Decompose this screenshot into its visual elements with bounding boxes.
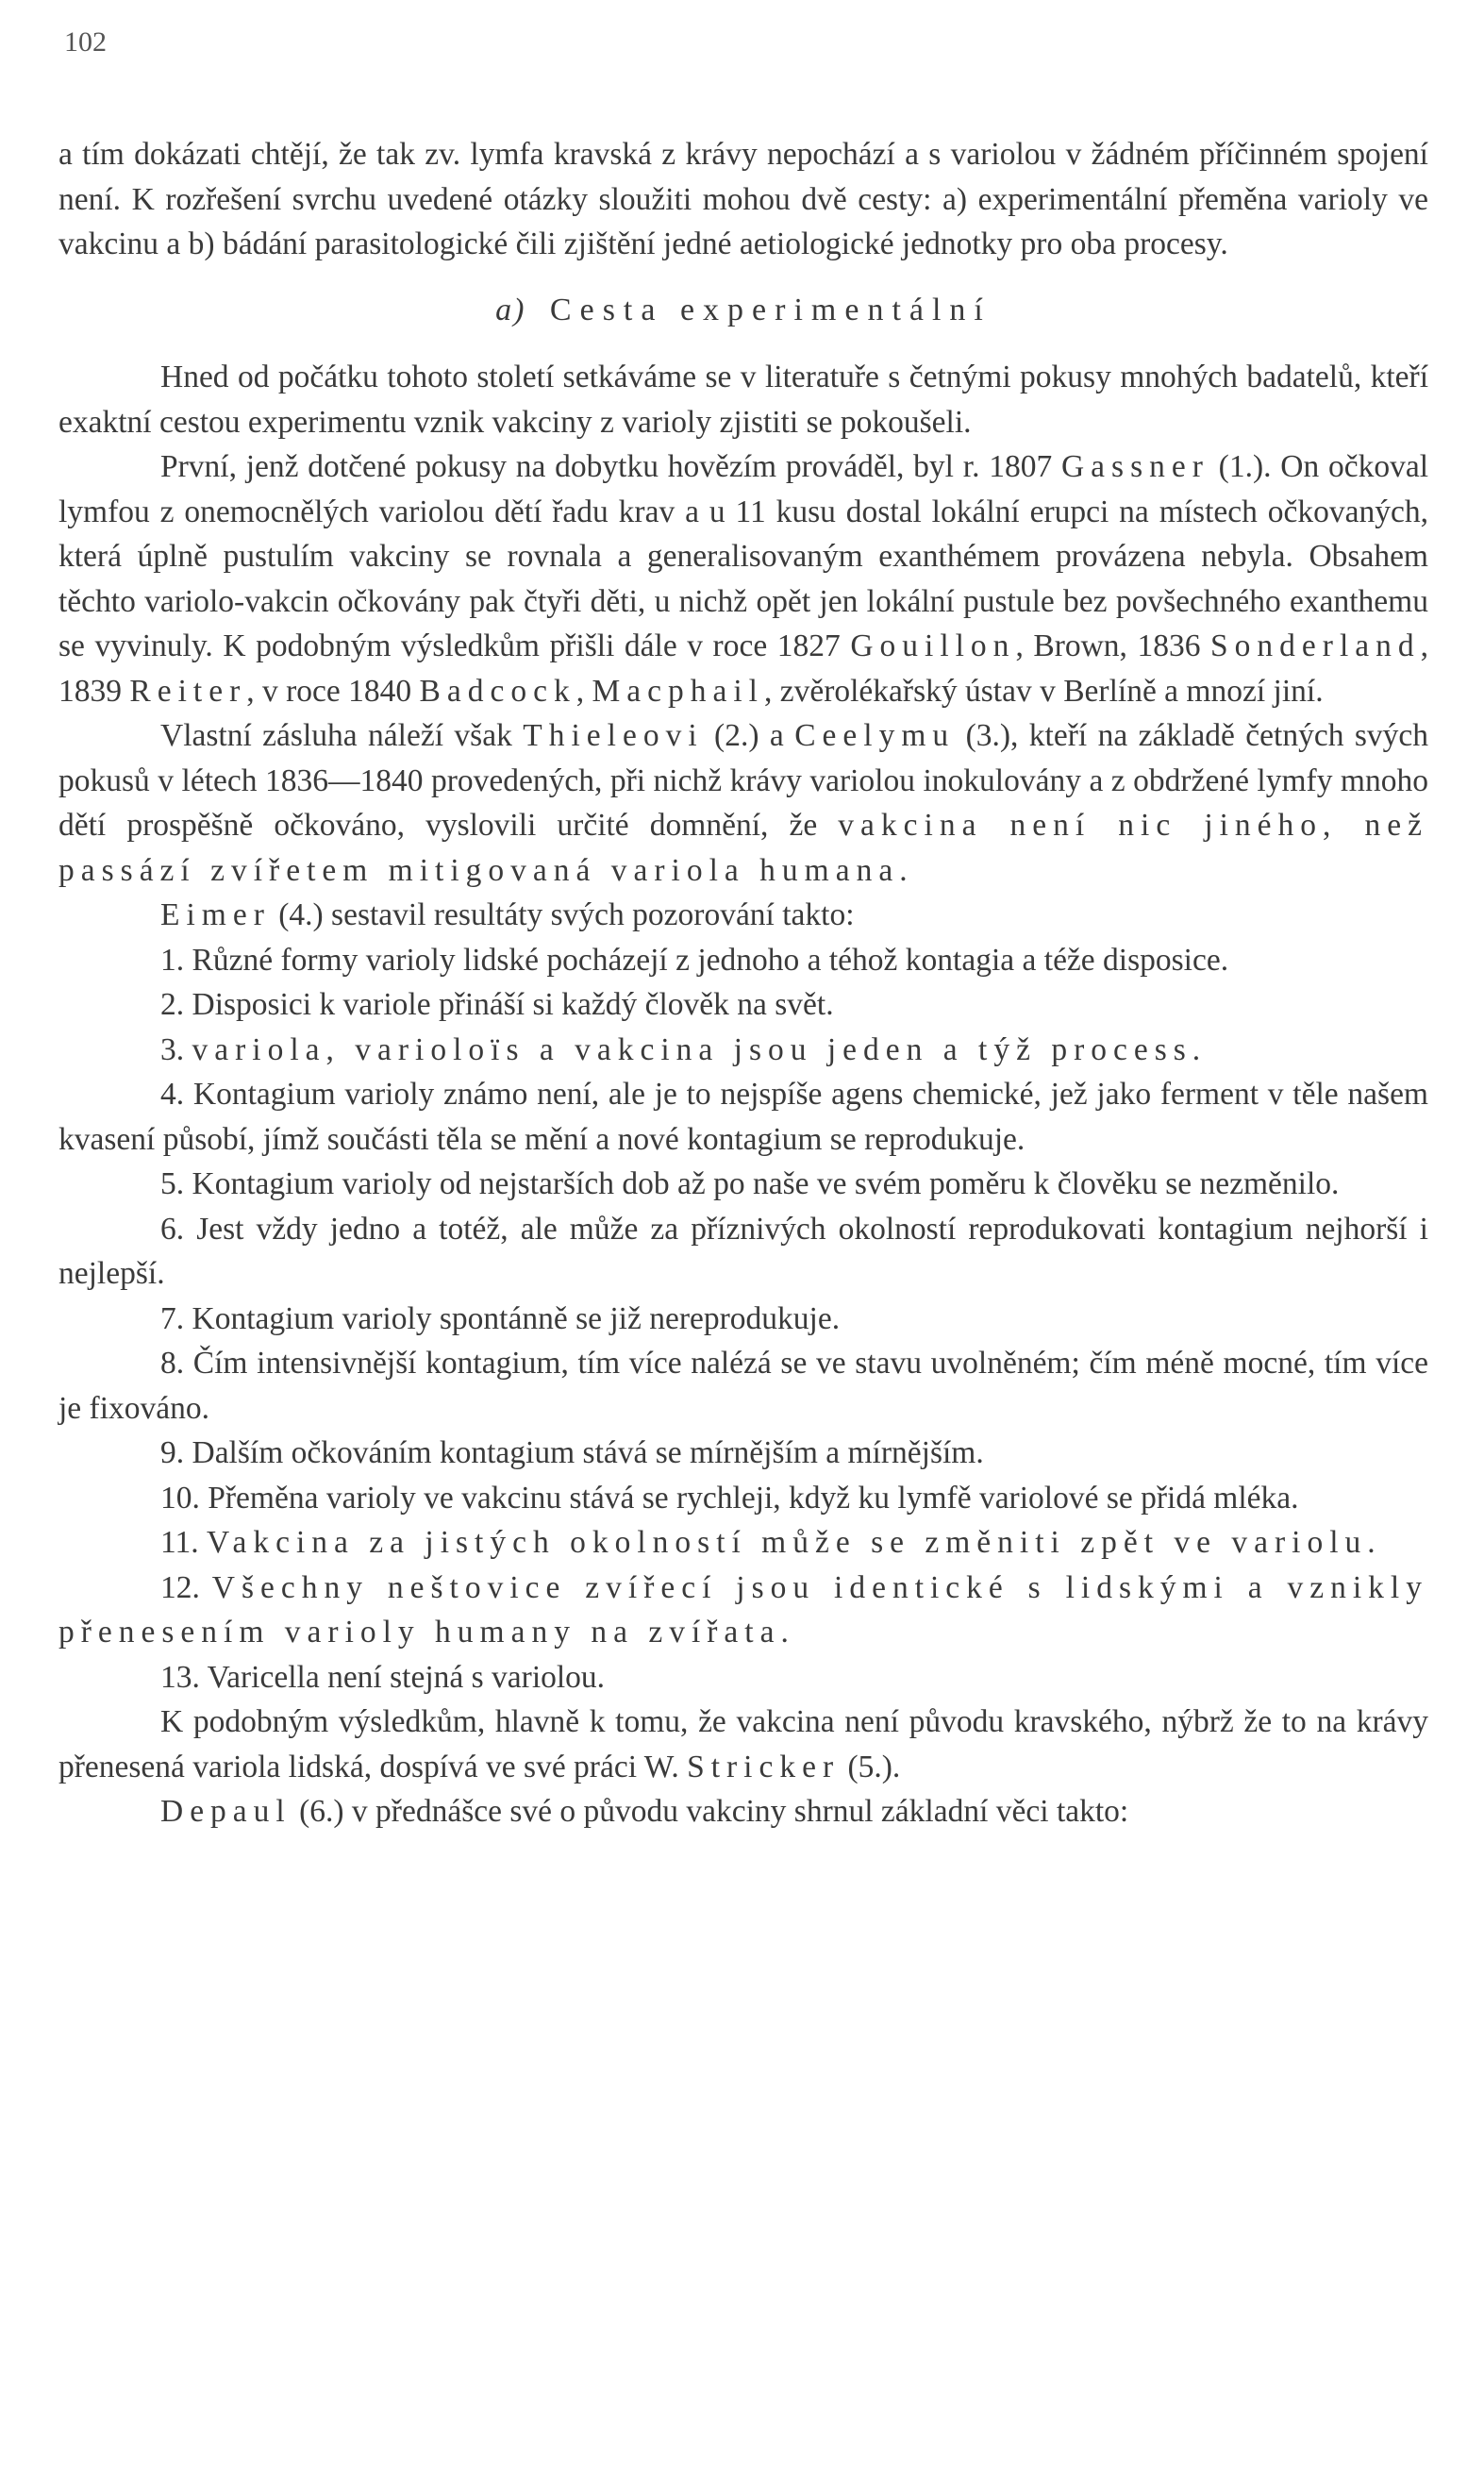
author-name: Gouillon [850, 628, 1016, 663]
page-number: 102 [64, 26, 107, 58]
section-heading [58, 288, 1428, 333]
list-item: 11. Vakcina za jistých okolností může se změniti zpět ve variolu. [160, 1525, 1382, 1560]
list-item: 13. Varicella není stejná s variolou. [160, 1659, 606, 1695]
list-item: 1. Různé formy varioly lidské pocházejí z jednoho a téhož kontagia a téže disposice. [160, 942, 1229, 978]
list-item: 10. Přeměna varioly ve vakcinu stává se rychleji, když ku lymfě variolové se přidá mléka. [160, 1480, 1299, 1516]
intro-paragraph: a tím dokázati chtějí, že tak zv. lymfa kravská z krávy nepochází a s variolou v žádném příčinném spojení není. K rozřešení svrchu uvedené otázky sloužiti mohou dvě cesty: a) experimentální přeměna varioly ve vakcinu a b) bádání parasitologické čili zjištění jedné aetiologické jednotky pro oba procesy. [58, 137, 1428, 261]
section-heading-title: Cesta experimentální [549, 292, 992, 327]
paragraph-depaul: Depaul (6.) v přednášce své o původu vakciny shrnul základní věci takto: [160, 1794, 1129, 1829]
list-item: 5. Kontagium varioly od nejstarších dob až po naše ve svém poměru k člověku se nezměnilo. [160, 1166, 1340, 1201]
section-heading-letter: a) [495, 292, 526, 327]
list-item: 2. Disposici k variole přináší si každý člověk na svět. [160, 987, 834, 1022]
page-body [58, 132, 1428, 1834]
paragraph-stricker: K podobným výsledkům, hlavně k tomu, že vakcina není původu kravského, nýbrž že to na krávy přenesená variola lidská, dospívá ve své práci W. Stricker (5.). [58, 1704, 1428, 1784]
list-item: 12. Všechny neštovice zvířecí jsou identické s lidskými a vznikly přenesením varioly humany na zvířata. [58, 1569, 1428, 1650]
list-item: 3. variola, varioloïs a vakcina jsou jeden a týž process. [160, 1031, 1208, 1067]
paragraph-thiele-ceely: Vlastní zásluha náleží však Thieleovi (2.) a Ceelymu (3.), kteří na základě četných svých pokusů v létech 1836—1840 provedených, při nichž krávy variolou inokulovány a z obdržené lymfy mnoho dětí prospěšně očkováno, vyslovili určité domnění, že vakcina není nic jiného, než passází zvířetem mitigovaná variola humana. [58, 718, 1429, 888]
paragraph-eimer: Eimer (4.) sestavil resultáty svých pozorování takto: [160, 897, 855, 932]
emphasized-conclusion: vakcina není nic jiného, než passází zvířetem mitigovaná variola humana. [58, 808, 1429, 888]
author-name: Ceelymu [794, 718, 956, 753]
paragraph-history: Hned od počátku tohoto století setkáváme se v literatuře s četnými pokusy mnohých badatelů, kteří exaktní cestou experimentu vznik vakciny z varioly zjistiti se pokoušeli. [58, 360, 1428, 440]
list-item: 6. Jest vždy jedno a totéž, ale může za příznivých okolností reprodukovati kontagium nejhorší i nejlepší. [58, 1211, 1428, 1291]
list-item: 9. Dalším očkováním kontagium stává se mírnějším a mírnějším. [160, 1435, 984, 1470]
author-name: Reiter [129, 673, 247, 709]
author-name: Sonderland [1210, 628, 1421, 663]
author-name: Badcock [419, 673, 576, 709]
author-name: Thieleovi [523, 718, 704, 753]
author-name: Gassner [1060, 449, 1209, 484]
list-item: 7. Kontagium varioly spontánně se již nereprodukuje. [160, 1300, 841, 1336]
list-item: 4. Kontagium varioly známo není, ale je to nejspíše agens chemické, jež jako ferment v těle našem kvasení působí, jímž součásti těla se mění a nové kontagium se reprodukuje. [58, 1077, 1428, 1157]
author-name: Macphail [592, 673, 764, 709]
author-name: Eimer [160, 897, 271, 932]
paragraph-gassner: První, jenž dotčené pokusy na dobytku hovězím prováděl, byl r. 1807 Gassner (1.). On očkoval lymfou z onemocnělých variolou dětí řadu krav a u 11 kusu dostal lokální erupci na místech očkovaných, která úplně pustulím vakciny se rovnala a generalisovaným exanthémem provázena nebyla. Obsahem těchto variolo-vakcin očkovány pak čtyři děti, u nichž opět jen lokální pustule bez povšechného exanthemu se vyvinuly. K podobným výsledkům přišli dále v roce 1827 Gouillon, Brown, 1836 Sonderland, 1839 Reiter, v roce 1840 Badcock, Macphail, zvěrolékařský ústav v Berlíně a mnozí jiní. [58, 449, 1429, 709]
author-name: Depaul [160, 1794, 292, 1829]
list-item: 8. Čím intensivnější kontagium, tím více nalézá se ve stavu uvolněném; čím méně mocné, tím více je fixováno. [58, 1346, 1428, 1426]
eimer-results-list [58, 938, 1428, 1700]
author-name: Stricker [687, 1749, 841, 1784]
